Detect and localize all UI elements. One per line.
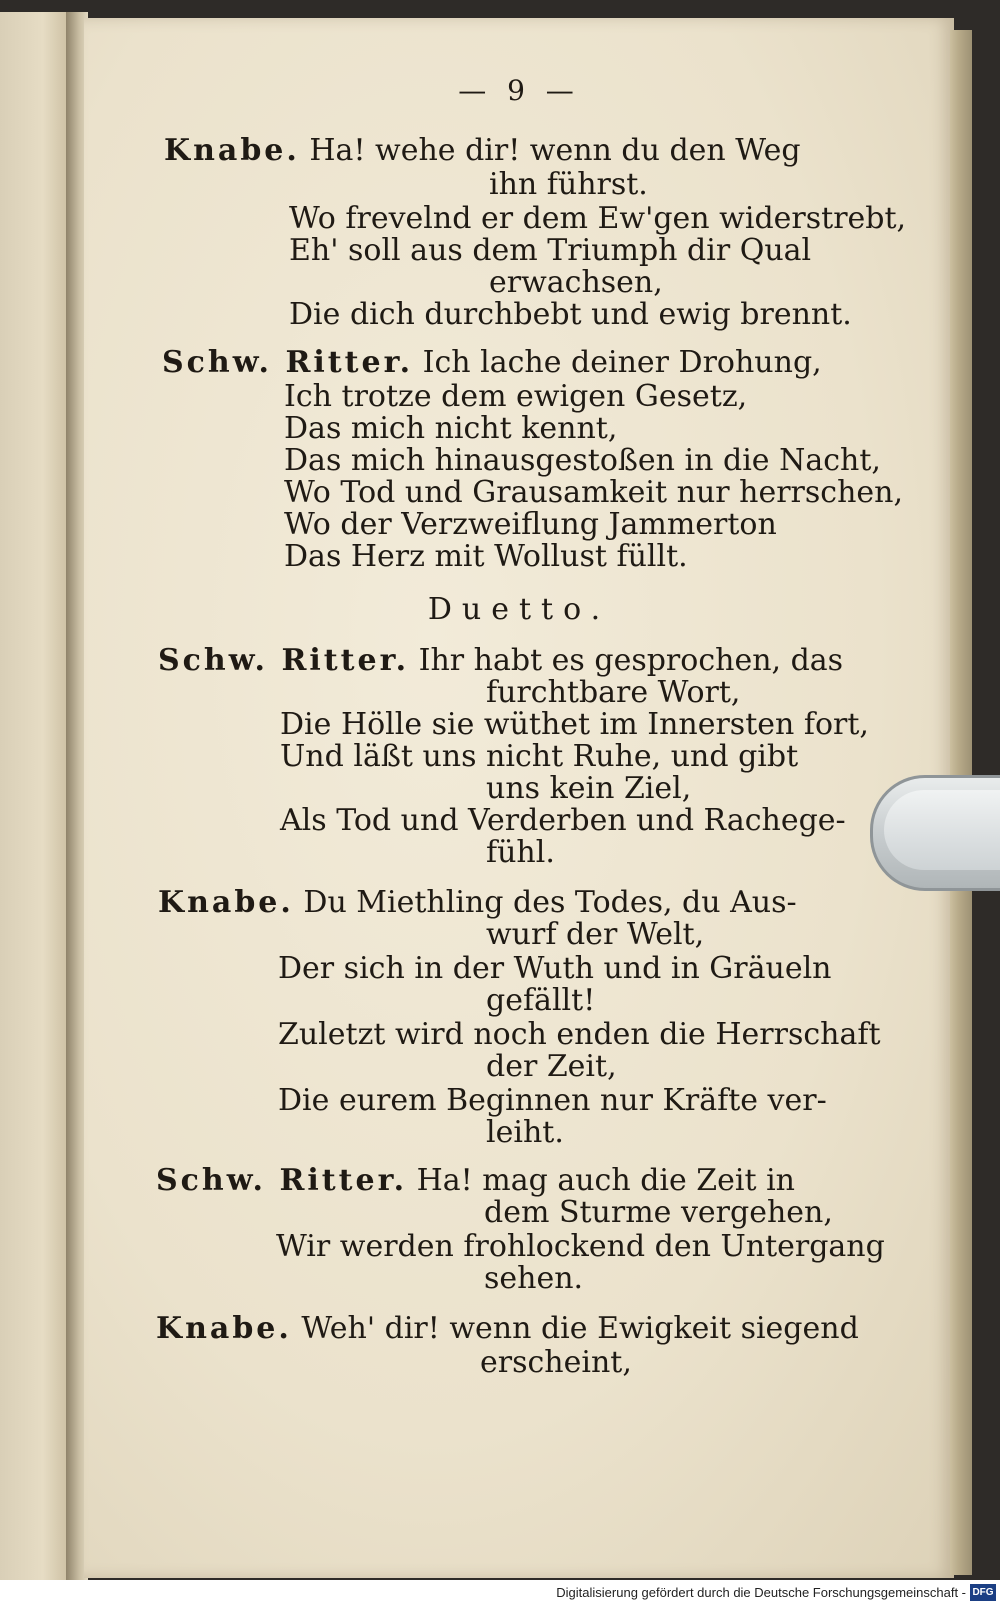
speaker-label: Schw. Ritter. [156,1163,408,1198]
verse-line: sehen. [484,1261,584,1296]
verse-text: Ha! wehe dir! wenn du den Weg [309,133,801,168]
verse-line [158,886,797,920]
speaker-label: Schw. Ritter. [158,643,410,678]
verse-line [164,134,801,168]
verse-line: gefällt! [486,983,596,1018]
dfg-logo: DFG [970,1584,996,1601]
verse-line: der Zeit, [486,1049,617,1084]
verse-line: Das mich nicht kennt, [284,411,618,446]
page-text [84,18,954,1578]
verse-line: Das mich hinausgestoßen in die Nacht, [284,443,881,478]
speaker-label: Knabe. [164,133,300,168]
verse-line: leiht. [486,1115,564,1150]
verse-line [162,346,822,380]
verse-line: Eh' soll aus dem Triumph dir Qual [289,233,812,268]
page-number: — 9 — [458,74,580,107]
verse-line [158,644,843,678]
verse-line: Ich trotze dem ewigen Gesetz, [284,379,748,414]
verse-line: uns kein Ziel, [486,771,692,806]
speaker-label: Schw. Ritter. [162,345,414,380]
speaker-label: Knabe. [158,885,294,920]
verse-line: erwachsen, [489,265,663,300]
verse-line: furchtbare Wort, [486,675,741,710]
speaker-label: Knabe. [156,1311,292,1346]
verse-line: Wir werden frohlockend den Untergang [276,1229,885,1264]
funding-credit: Digitalisierung gefördert durch die Deutsche Forschungsgemeinschaft - [556,1585,966,1600]
verse-line: erscheint, [480,1345,632,1380]
verse-line: wurf der Welt, [486,917,705,952]
verse-line: Die eurem Beginnen nur Kräfte ver- [278,1083,827,1118]
verse-text: Du Miethling des Todes, du Aus- [303,885,797,920]
verse-line: Wo Tod und Grausamkeit nur herrschen, [284,475,904,510]
verse-line: Das Herz mit Wollust füllt. [284,539,688,574]
digitization-footer [0,1580,1000,1607]
verse-line: Der sich in der Wuth und in Gräueln [278,951,832,986]
section-heading: Duetto. [427,592,611,627]
verse-line: ihn führst. [489,167,648,202]
verse-line: Zuletzt wird noch enden die Herrschaft [278,1017,881,1052]
verse-line: Als Tod und Verderben und Rachege- [280,803,846,838]
verse-text: Ich lache deiner Drohung, [422,345,822,380]
verse-line: Die dich durchbebt und ewig brennt. [289,297,852,332]
verse-line: fühl. [486,835,555,870]
verse-text: Weh' dir! wenn die Ewigkeit siegend [301,1311,859,1346]
verse-line [156,1312,859,1346]
verse-line: Wo frevelnd er dem Ew'gen widerstrebt, [289,201,907,236]
verse-line: dem Sturme vergehen, [484,1195,833,1230]
verse-line [156,1164,795,1198]
verse-line: Die Hölle sie wüthet im Innersten fort, [280,707,869,742]
verse-line: Und läßt uns nicht Ruhe, und gibt [280,739,799,774]
verse-text: Ha! mag auch die Zeit in [416,1163,795,1198]
verse-line: Wo der Verzweiflung Jammerton [284,507,777,542]
verse-text: Ihr habt es gesprochen, das [418,643,844,678]
